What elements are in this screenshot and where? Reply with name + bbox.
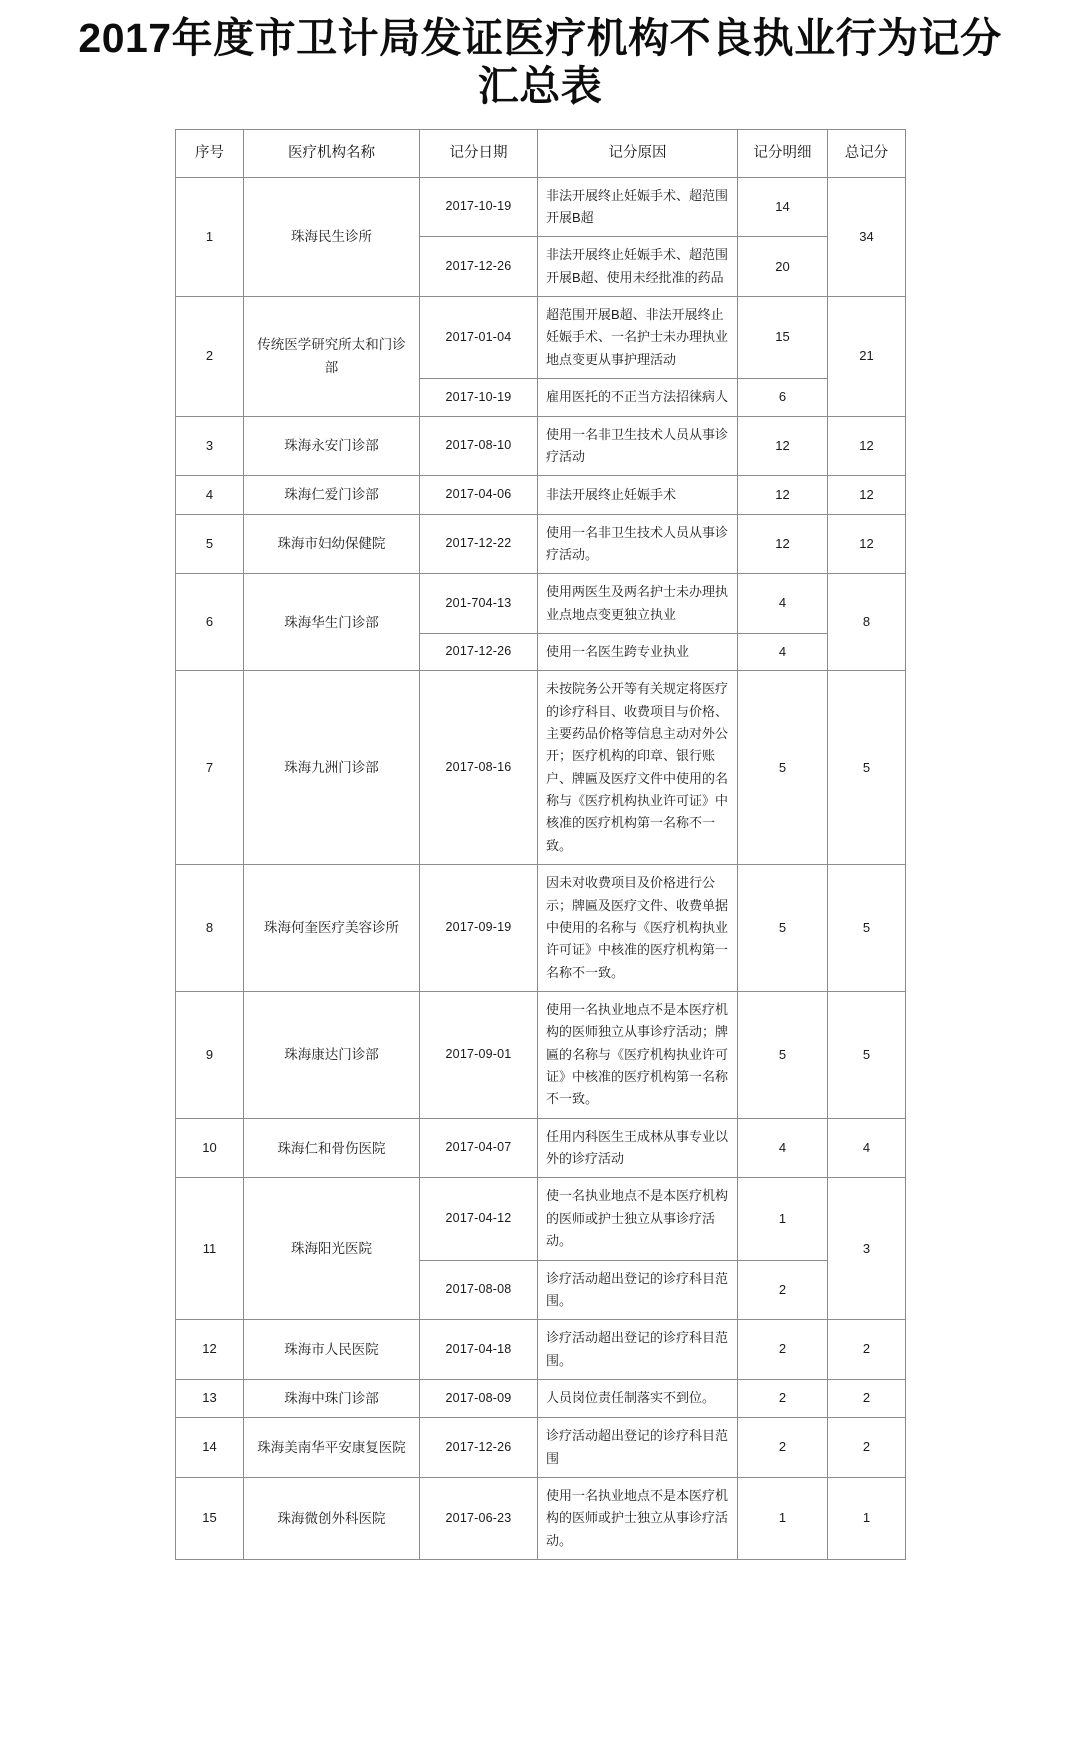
- cell-score-date: 2017-04-07: [420, 1118, 538, 1178]
- cell-score-detail: 2: [738, 1320, 828, 1380]
- table-row: [176, 1477, 906, 1559]
- cell-score-detail: 14: [738, 177, 828, 237]
- cell-score-detail: 2: [738, 1380, 828, 1418]
- cell-score-detail: 4: [738, 633, 828, 670]
- cell-score-detail: 1: [738, 1477, 828, 1559]
- cell-index: 11: [176, 1178, 244, 1320]
- cell-score-detail: 5: [738, 865, 828, 992]
- cell-score-date: 2017-08-10: [420, 416, 538, 476]
- cell-score-reason: 人员岗位责任制落实不到位。: [538, 1380, 738, 1418]
- cell-score-reason: 诊疗活动超出登记的诊疗科目范围: [538, 1418, 738, 1478]
- column-header-date: 记分日期: [420, 129, 538, 177]
- cell-institution-name: 珠海中珠门诊部: [244, 1380, 420, 1418]
- page-title: 2017年度市卫计局发证医疗机构不良执业行为记分汇总表: [78, 15, 1002, 110]
- cell-index: 4: [176, 476, 244, 514]
- cell-total-score: 12: [828, 416, 906, 476]
- cell-score-reason: 使用一名医生跨专业执业: [538, 633, 738, 670]
- cell-index: 7: [176, 671, 244, 865]
- cell-score-detail: 12: [738, 514, 828, 574]
- cell-score-date: 2017-09-19: [420, 865, 538, 992]
- cell-score-reason: 任用内科医生王成林从事专业以外的诊疗活动: [538, 1118, 738, 1178]
- cell-total-score: 5: [828, 671, 906, 865]
- table-row: [176, 476, 906, 514]
- cell-score-reason: 未按院务公开等有关规定将医疗的诊疗科目、收费项目与价格、主要药品价格等信息主动对外公开；医疗机构的印章、银行账户、牌匾及医疗文件中使用的名称与《医疗机构执业许可证》中核准的医疗机构第一名称不一致。: [538, 671, 738, 865]
- table-row: [176, 671, 906, 865]
- cell-score-reason: 使用一名非卫生技术人员从事诊疗活动。: [538, 514, 738, 574]
- cell-score-date: 2017-08-08: [420, 1260, 538, 1320]
- cell-institution-name: 传统医学研究所太和门诊部: [244, 297, 420, 416]
- cell-score-reason: 非法开展终止妊娠手术、超范围开展B超: [538, 177, 738, 237]
- cell-score-date: 201-704-13: [420, 574, 538, 634]
- table-header: [176, 129, 906, 177]
- table-container: [175, 129, 905, 1560]
- cell-index: 13: [176, 1380, 244, 1418]
- score-summary-table: [175, 129, 906, 1560]
- cell-total-score: 3: [828, 1178, 906, 1320]
- cell-score-date: 2017-09-01: [420, 991, 538, 1118]
- column-header-total: 总记分: [828, 129, 906, 177]
- table-row: [176, 574, 906, 634]
- cell-score-reason: 超范围开展B超、非法开展终止妊娠手术、一名护士未办理执业地点变更从事护理活动: [538, 297, 738, 379]
- cell-institution-name: 珠海市人民医院: [244, 1320, 420, 1380]
- cell-institution-name: 珠海仁和骨伤医院: [244, 1118, 420, 1178]
- cell-index: 15: [176, 1477, 244, 1559]
- table-row: [176, 177, 906, 237]
- cell-score-detail: 5: [738, 671, 828, 865]
- table-row: [176, 1380, 906, 1418]
- cell-score-detail: 15: [738, 297, 828, 379]
- table-row: [176, 514, 906, 574]
- cell-index: 3: [176, 416, 244, 476]
- cell-institution-name: 珠海阳光医院: [244, 1178, 420, 1320]
- cell-score-date: 2017-04-12: [420, 1178, 538, 1260]
- cell-index: 8: [176, 865, 244, 992]
- table-row: [176, 297, 906, 379]
- cell-institution-name: 珠海永安门诊部: [244, 416, 420, 476]
- cell-total-score: 2: [828, 1418, 906, 1478]
- cell-score-reason: 诊疗活动超出登记的诊疗科目范围。: [538, 1320, 738, 1380]
- cell-score-date: 2017-01-04: [420, 297, 538, 379]
- cell-score-date: 2017-12-26: [420, 1418, 538, 1478]
- cell-total-score: 1: [828, 1477, 906, 1559]
- cell-total-score: 2: [828, 1380, 906, 1418]
- cell-score-date: 2017-08-16: [420, 671, 538, 865]
- cell-score-date: 2017-08-09: [420, 1380, 538, 1418]
- cell-index: 1: [176, 177, 244, 296]
- column-header-detail: 记分明细: [738, 129, 828, 177]
- cell-score-reason: 使用两医生及两名护士未办理执业点地点变更独立执业: [538, 574, 738, 634]
- cell-score-date: 2017-12-22: [420, 514, 538, 574]
- cell-score-reason: 非法开展终止妊娠手术、超范围开展B超、使用未经批准的药品: [538, 237, 738, 297]
- table-row: [176, 1418, 906, 1478]
- table-header-row: [176, 129, 906, 177]
- cell-score-date: 2017-12-26: [420, 633, 538, 670]
- cell-score-reason: 使用一名执业地点不是本医疗机构的医师或护士独立从事诊疗活动。: [538, 1477, 738, 1559]
- cell-score-detail: 1: [738, 1178, 828, 1260]
- cell-total-score: 21: [828, 297, 906, 416]
- cell-score-detail: 12: [738, 476, 828, 514]
- column-header-name: 医疗机构名称: [244, 129, 420, 177]
- cell-score-date: 2017-06-23: [420, 1477, 538, 1559]
- cell-score-detail: 4: [738, 1118, 828, 1178]
- cell-score-detail: 4: [738, 574, 828, 634]
- cell-score-date: 2017-04-18: [420, 1320, 538, 1380]
- cell-institution-name: 珠海市妇幼保健院: [244, 514, 420, 574]
- cell-score-reason: 诊疗活动超出登记的诊疗科目范围。: [538, 1260, 738, 1320]
- cell-institution-name: 珠海仁爱门诊部: [244, 476, 420, 514]
- cell-score-date: 2017-04-06: [420, 476, 538, 514]
- cell-score-detail: 2: [738, 1418, 828, 1478]
- cell-score-date: 2017-10-19: [420, 177, 538, 237]
- cell-score-reason: 使用一名非卫生技术人员从事诊疗活动: [538, 416, 738, 476]
- column-header-reason: 记分原因: [538, 129, 738, 177]
- cell-score-detail: 6: [738, 379, 828, 416]
- cell-score-detail: 20: [738, 237, 828, 297]
- cell-score-reason: 雇用医托的不正当方法招徕病人: [538, 379, 738, 416]
- cell-total-score: 8: [828, 574, 906, 671]
- cell-index: 9: [176, 991, 244, 1118]
- table-row: [176, 1178, 906, 1260]
- cell-index: 2: [176, 297, 244, 416]
- table-body: [176, 177, 906, 1559]
- cell-total-score: 5: [828, 865, 906, 992]
- cell-total-score: 34: [828, 177, 906, 296]
- cell-score-reason: 因未对收费项目及价格进行公示；牌匾及医疗文件、收费单据中使用的名称与《医疗机构执业许可证》中核准的医疗机构第一名称不一致。: [538, 865, 738, 992]
- cell-institution-name: 珠海九洲门诊部: [244, 671, 420, 865]
- table-row: [176, 991, 906, 1118]
- cell-index: 6: [176, 574, 244, 671]
- cell-score-detail: 12: [738, 416, 828, 476]
- table-row: [176, 865, 906, 992]
- cell-score-date: 2017-12-26: [420, 237, 538, 297]
- cell-institution-name: 珠海康达门诊部: [244, 991, 420, 1118]
- cell-index: 12: [176, 1320, 244, 1380]
- cell-total-score: 5: [828, 991, 906, 1118]
- cell-index: 5: [176, 514, 244, 574]
- cell-institution-name: 珠海美南华平安康复医院: [244, 1418, 420, 1478]
- cell-total-score: 12: [828, 514, 906, 574]
- table-row: [176, 1320, 906, 1380]
- cell-institution-name: 珠海微创外科医院: [244, 1477, 420, 1559]
- cell-institution-name: 珠海民生诊所: [244, 177, 420, 296]
- table-row: [176, 416, 906, 476]
- cell-total-score: 4: [828, 1118, 906, 1178]
- cell-index: 10: [176, 1118, 244, 1178]
- cell-score-detail: 2: [738, 1260, 828, 1320]
- cell-index: 14: [176, 1418, 244, 1478]
- cell-score-reason: 使一名执业地点不是本医疗机构的医师或护士独立从事诊疗活动。: [538, 1178, 738, 1260]
- cell-institution-name: 珠海华生门诊部: [244, 574, 420, 671]
- cell-institution-name: 珠海何奎医疗美容诊所: [244, 865, 420, 992]
- table-row: [176, 1118, 906, 1178]
- cell-score-date: 2017-10-19: [420, 379, 538, 416]
- cell-total-score: 2: [828, 1320, 906, 1380]
- cell-total-score: 12: [828, 476, 906, 514]
- cell-score-reason: 非法开展终止妊娠手术: [538, 476, 738, 514]
- cell-score-reason: 使用一名执业地点不是本医疗机构的医师独立从事诊疗活动；牌匾的名称与《医疗机构执业许可证》中核准的医疗机构第一名称不一致。: [538, 991, 738, 1118]
- cell-score-detail: 5: [738, 991, 828, 1118]
- column-header-index: 序号: [176, 129, 244, 177]
